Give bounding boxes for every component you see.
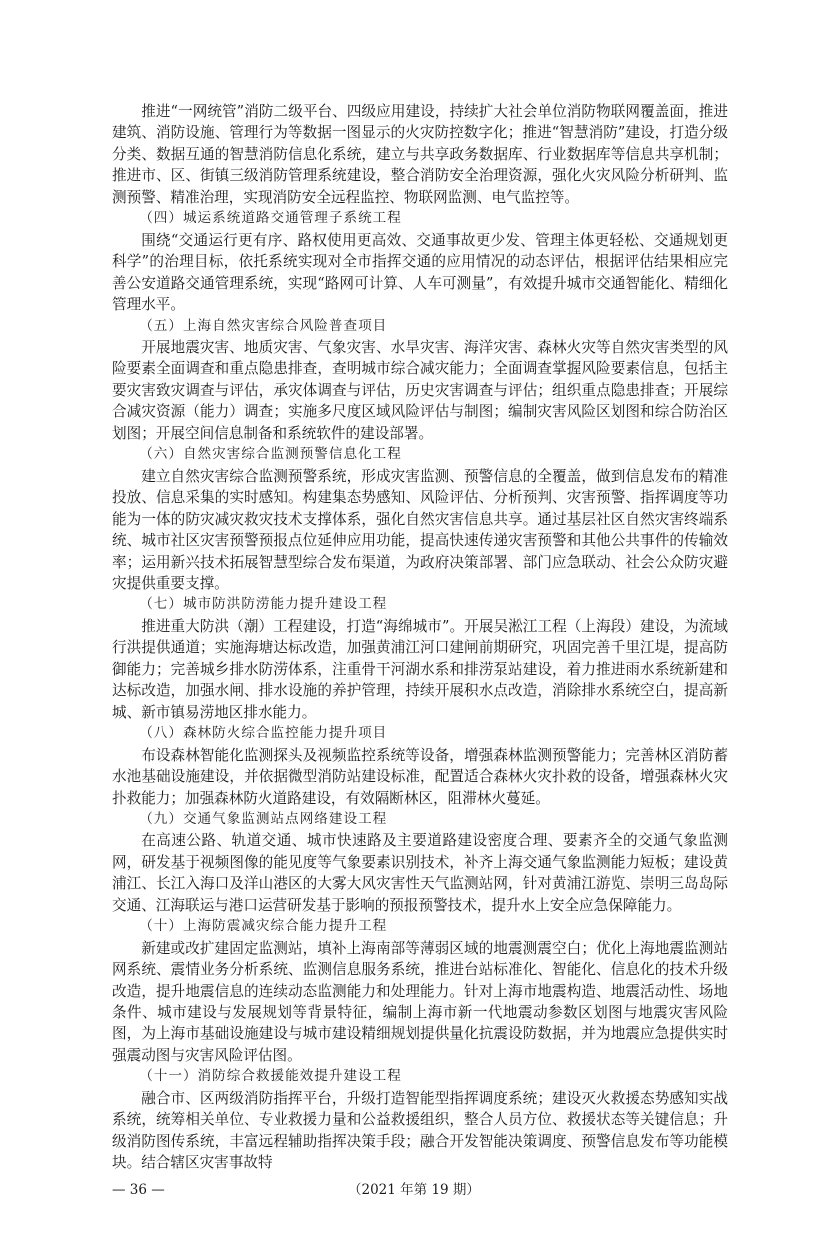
section-heading-7: （七）城市防洪防涝能力提升建设工程 [139,596,388,613]
issue-label: （2021 年第 19 期） [348,1181,480,1198]
section-heading-11: （十一）消防综合救援能效提升建设工程 [139,1068,402,1085]
section-heading-5: （五）上海自然灾害综合风险普查项目 [139,317,388,334]
section-text-11: 融合市、区两级消防指挥平台，升级打造智能型指挥调度系统；建设灭火救援态势感知实战系统，统筹相关单位、专业救援力量和公益救援组织，整合人员方位、救援状态等关键信息；升级消防图传系统，丰富远程辅助指挥决策手段；融合开发智能决策调度、预警信息发布等功能模块。结合辖区灾害事故特 [112,1089,728,1172]
section-text-5: 开展地震灾害、地质灾害、气象灾害、水旱灾害、海洋灾害、森林火灾等自然灾害类型的风险要素全面调查和重点隐患排查，查明城市综合减灾能力；全面调查掌握风险要素信息，包括主要灾害致灾调查与评估，承灾体调查与评估，历史灾害调查与评估；组织重点隐患排查；开展综合减灾资源（能力）调查；实施多尺度区域风险评估与制图；编制灾害风险区划图和综合防治区划图；开展空间信息制备和系统软件的建设部署。 [112,338,728,442]
section-heading-8: （八）森林防火综合监控能力提升项目 [139,725,388,742]
page-footer [112,1180,728,1200]
document-body [112,101,728,1174]
section-text-4: 围绕“交通运行更有序、路权使用更高效、交通事故更少发、管理主体更轻松、交通规划更科学”的治理目标，依托系统实现对全市指挥交通的应用情况的动态评估，根据评估结果相应完善公安道路交通管理系统，实现“路网可计算、人车可测量”，有效提升城市交通智能化、精细化管理水平。 [112,231,728,314]
section-heading-4: （四）城运系统道路交通管理子系统工程 [139,210,402,227]
paragraph-intro: 推进“一网统管”消防二级平台、四级应用建设，持续扩大社会单位消防物联网覆盖面，推进建筑、消防设施、管理行为等数据一图显示的火灾防控数字化；推进“智慧消防”建设，打造分级分类、数据互通的智慧消防信息化系统，建立与共享政务数据库、行业数据库等信息共享机制；推进市、区、街镇三级消防管理系统建设，整合消防安全治理资源，强化火灾风险分析研判、监测预警、精准治理，实现消防安全远程监控、物联网监测、电气监控等。 [112,103,728,206]
section-text-7: 推进重大防洪（潮）工程建设，打造“海绵城市”。开展吴淞江工程（上海段）建设，为流域行洪提供通道；实施海塘达标改造，加强黄浦江河口建闸前期研究，巩固完善千里江堤，提高防御能力；完善城乡排水防涝体系，注重骨干河湖水系和排涝泵站建设，着力推进雨水系统新建和达标改造，加强水闸、排水设施的养护管理，持续开展积水点改造，消除排水系统空白，提高新城、新市镇易涝地区排水能力。 [112,617,728,721]
section-heading-10: （十）上海防震减灾综合能力提升工程 [139,918,388,935]
section-text-6: 建立自然灾害综合监测预警系统，形成灾害监测、预警信息的全覆盖，做到信息发布的精准投放、信息采集的实时感知。构建集态势感知、风险评估、分析预判、灾害预警、指挥调度等功能为一体的防灾减灾救灾技术支撑体系，强化自然灾害信息共享。通过基层社区自然灾害终端系统、城市社区灾害预警预报点位延伸应用功能，提高快速传递灾害预警和其他公共事件的传输效率；运用新兴技术拓展智慧型综合发布渠道，为政府决策部署、部门应急联动、社会公众防灾避灾提供重要支撑。 [112,467,728,592]
section-text-9: 在高速公路、轨道交通、城市快速路及主要道路建设密度合理、要素齐全的交通气象监测网，研发基于视频图像的能见度等气象要素识别技术，补齐上海交通气象监测能力短板；建设黄浦江、长江入海口及洋山港区的大雾大风灾害性天气监测站网，针对黄浦江游览、崇明三岛岛际交通、江海联运与港口运营研发基于影响的预报预警技术，提升水上安全应急保障能力。 [112,832,728,914]
section-heading-9: （九）交通气象监测站点网络建设工程 [139,810,388,827]
section-text-10: 新建或改扩建固定监测站，填补上海南部等薄弱区域的地震测震空白；优化上海地震监测站网系统、震情业务分析系统、监测信息服务系统，推进台站标准化、智能化、信息化的技术升级改造，提升地震信息的连续动态监测能力和处理能力。针对上海市地震构造、地震活动性、场地条件、城市建设与发展规划等背景特征，编制上海市新一代地震动参数区划图与地震灾害风险图，为上海市基础设施建设与城市建设精细规划提供量化抗震设防数据，并为地震应急提供实时强震动图与灾害风险评估图。 [112,939,728,1064]
page-number: — 36 — [112,1181,165,1198]
section-text-8: 布设森林智能化监测探头及视频监控系统等设备，增强森林监测预警能力；完善林区消防蓄水池基础设施建设，并依据微型消防站建设标准，配置适合森林火灾扑救的设备，增强森林火灾扑救能力；加强森林防火道路建设，有效隔断林区，阻滞林火蔓延。 [112,746,728,807]
section-heading-6: （六）自然灾害综合监测预警信息化工程 [139,446,402,463]
